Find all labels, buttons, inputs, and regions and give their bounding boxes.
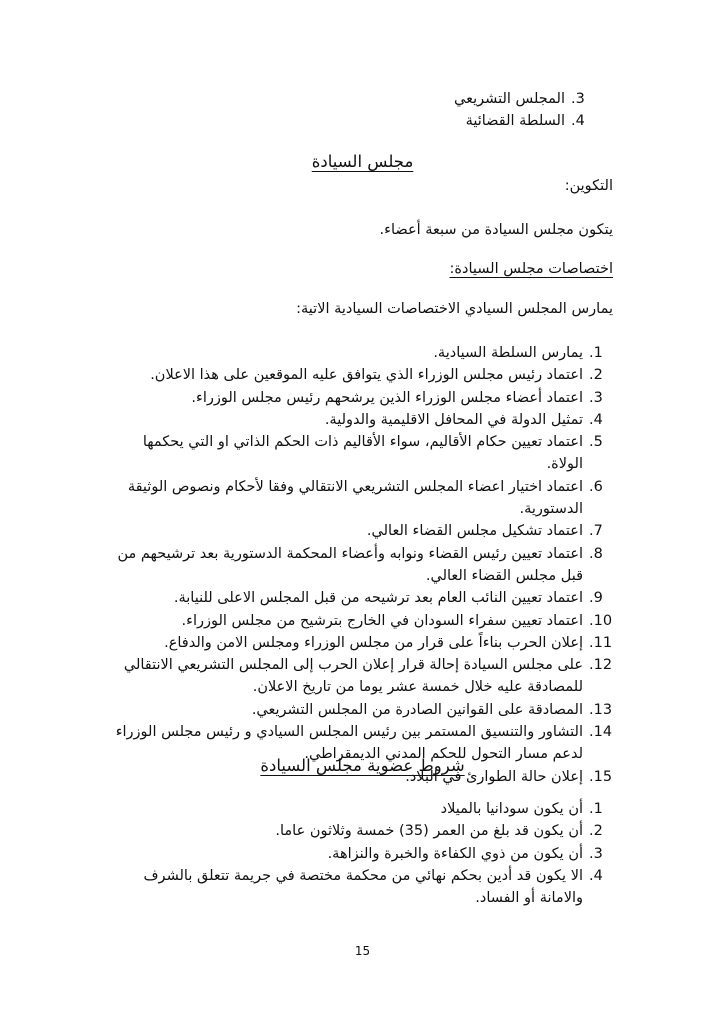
list-item: 6. اعتماد اختيار اعضاء المجلس التشريعي الانتقالي وفقا لأحكام ونصوص الوثيقة الدستورية. bbox=[127, 478, 603, 518]
list-item: 2. أن يكون قد بلغ من العمر (35) خمسة وثلاثون عاما. bbox=[275, 823, 603, 840]
list-item: 5. اعتماد تعيين حكام الأقاليم، سواء الأقاليم ذات الحكم الذاتي او التي يحكمها الولاة. bbox=[142, 434, 603, 473]
list-item: 4. تمثيل الدولة في المحافل الاقليمية والدولية. bbox=[324, 411, 603, 428]
powers-list bbox=[112, 342, 613, 788]
list-item: 1. أن يكون سودانيا بالميلاد bbox=[440, 801, 603, 817]
formation-heading: التكوين: bbox=[564, 178, 613, 194]
conditions-list bbox=[112, 798, 613, 909]
powers-heading: اختصاصات مجلس السيادة: bbox=[449, 261, 613, 277]
powers-intro: يمارس المجلس السيادي الاختصاصات السيادية الاتية: bbox=[296, 301, 613, 317]
list-item: 10. اعتماد تعيين سفراء السودان في الخارج بترشيح من مجلس الوزراء. bbox=[181, 612, 613, 629]
list-item: 8. اعتماد تعيين رئيس القضاء ونوابه وأعضاء المحكمة الدستورية بعد ترشيحهم من قبل مجلس القضاء العالي. bbox=[117, 545, 603, 584]
list-item: 11. إعلان الحرب بناءاً على قرار من مجلس الوزراء ومجلس الامن والدفاع. bbox=[164, 634, 613, 651]
section-title-sovereignty-council: مجلس السيادة bbox=[311, 152, 414, 171]
list-item: 7. اعتماد تشكيل مجلس القضاء العالي. bbox=[366, 523, 603, 540]
list-item: 4. الا يكون قد أدين بحكم نهائي من محكمة مختصة في جريمة تتعلق بالشرف والامانة أو الفساد. bbox=[143, 867, 603, 907]
top-list-item: 3. المجلس التشريعي bbox=[454, 91, 585, 107]
top-list bbox=[300, 88, 595, 133]
formation-text: يتكون مجلس السيادة من سبعة أعضاء. bbox=[379, 222, 613, 238]
list-item: 2. اعتماد رئيس مجلس الوزراء الذي يتوافق عليه الموقعين على هذا الاعلان. bbox=[150, 367, 603, 384]
page-number: 15 bbox=[354, 944, 371, 958]
list-item: 15. إعلان حالة الطوارئ في البلاد. bbox=[405, 768, 613, 785]
list-item: 13. المصادقة على القوانين الصادرة من المجلس التشريعي. bbox=[251, 701, 613, 718]
top-list-item: 4. السلطة القضائية bbox=[465, 113, 585, 130]
section-title-membership-conditions: شروط عضوية مجلس السيادة bbox=[260, 756, 465, 775]
list-item: 9. اعتماد تعيين النائب العام بعد ترشيحه من قبل المجلس الاعلى للنيابة. bbox=[173, 590, 603, 607]
list-item: 3. اعتماد أعضاء مجلس الوزراء الذين يرشحهم رئيس مجلس الوزراء. bbox=[191, 389, 603, 406]
list-item: 1. يمارس السلطة السيادية. bbox=[433, 345, 603, 361]
list-item: 12. على مجلس السيادة إحالة قرار إعلان الحرب إلى المجلس التشريعي الانتقالي للمصادقة عليه خلال خمسة عشر يوما من تاريخ الاعلان. bbox=[123, 657, 613, 696]
list-item: 14. التشاور والتنسيق المستمر بين رئيس المجلس السيادي و رئيس مجلس الوزراء لدعم مسار التحول للحكم المدني الديمقراطي. bbox=[115, 724, 613, 763]
list-item: 3. أن يكون من ذوي الكفاءة والخبرة والنزاهة. bbox=[327, 845, 603, 862]
